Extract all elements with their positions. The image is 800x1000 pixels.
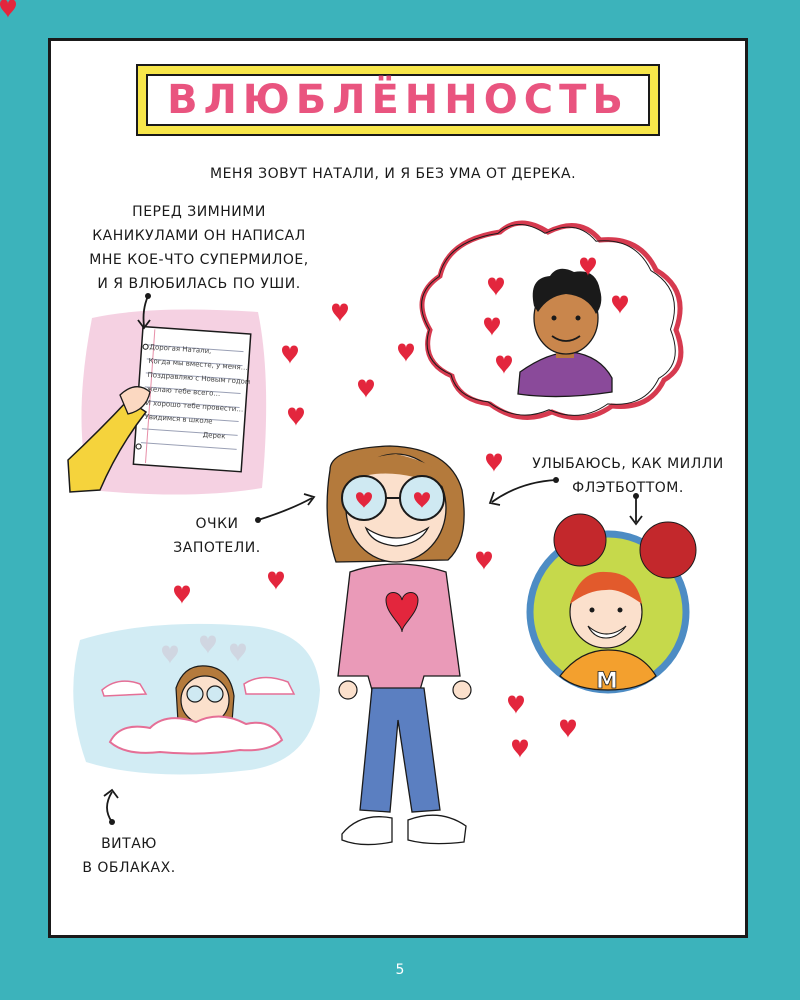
clouds-caption-line: ВИТАЮ	[101, 836, 157, 852]
letter-line: И хорошо тебе провести…	[145, 398, 244, 414]
note-caption-line: КАНИКУЛАМИ ОН НАПИСАЛ	[92, 228, 306, 244]
intro-text: МЕНЯ ЗОВУТ НАТАЛИ, И Я БЕЗ УМА ОТ ДЕРЕКА.	[210, 166, 577, 182]
clouds-caption-line: В ОБЛАКАХ.	[82, 860, 176, 876]
page-title: ВЛЮБЛЁННОСТЬ	[167, 77, 629, 123]
glasses-caption-line: ОЧКИ	[195, 516, 239, 532]
letter-line: Увидимся в школе	[144, 412, 213, 426]
letter-line: желаю тебе всего…	[146, 384, 221, 399]
letter-text	[143, 340, 250, 445]
letter-line: Дорогая Натали,	[149, 342, 212, 356]
smile-caption	[528, 452, 728, 500]
clouds-caption	[74, 832, 184, 880]
badge-letter: M	[596, 669, 618, 694]
note-caption	[84, 200, 314, 296]
letter-line: Когда мы вместе, у меня…	[148, 356, 249, 372]
letter-line: Поздравляю с Новым годом	[147, 370, 251, 387]
page-number: 5	[395, 962, 405, 978]
note-caption-line: ПЕРЕД ЗИМНИМИ	[132, 204, 266, 220]
title-inner-box	[146, 74, 650, 126]
title-frame	[136, 64, 660, 136]
smile-caption-line: УЛЫБАЮСЬ, КАК МИЛЛИ	[532, 456, 724, 472]
letter-line: Дерек	[202, 430, 226, 441]
note-caption-line: МНЕ КОЕ-ЧТО СУПЕРМИЛОЕ,	[89, 252, 309, 268]
glasses-caption	[172, 512, 262, 560]
cloud-daydream-scene	[73, 624, 320, 775]
smile-caption-line: ФЛЭТБОТТОМ.	[572, 480, 684, 496]
natalie-figure	[327, 446, 471, 845]
derek-thought-cloud	[422, 223, 681, 418]
glasses-caption-line: ЗАПОТЕЛИ.	[173, 540, 261, 556]
note-caption-line: И Я ВЛЮБИЛАСЬ ПО УШИ.	[97, 276, 301, 292]
milly-portrait	[530, 514, 696, 694]
